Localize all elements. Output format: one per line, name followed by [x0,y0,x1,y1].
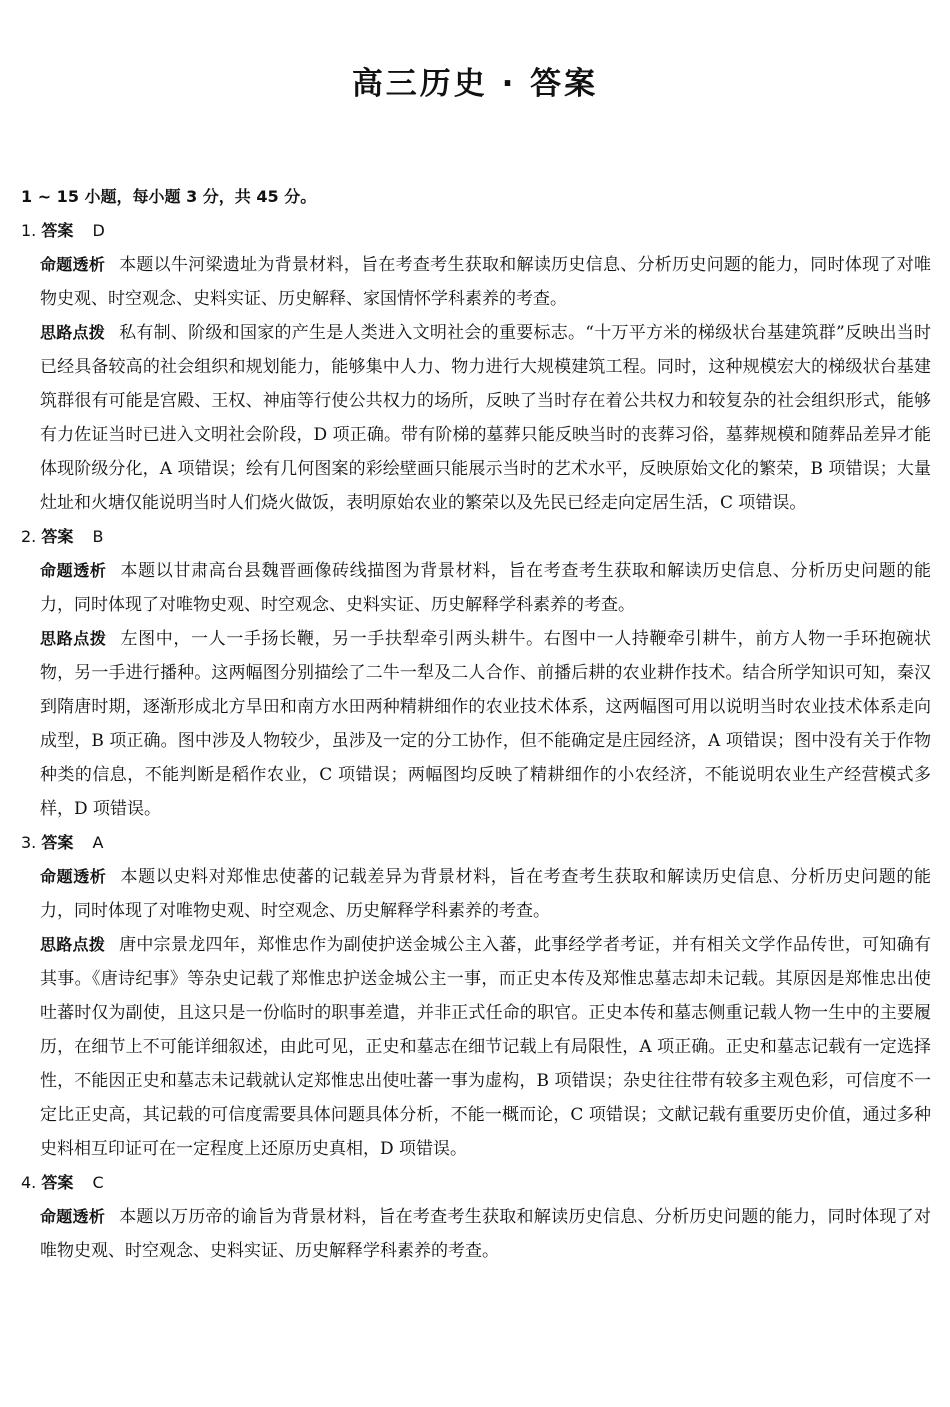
analysis-label: 命题透析 [40,561,107,580]
hint-paragraph [21,316,931,520]
answer-choice: A [92,833,104,852]
question-block [21,1166,931,1268]
analysis-text: 本题以牛河梁遗址为背景材料，旨在考查考生获取和解读历史信息、分析历史问题的能力，同时体现了对唯物史观、时空观念、史料实证、历史解释、家国情怀学科素养的考查。 [40,255,931,309]
question-number: 1. [21,221,37,240]
answer-label: 答案 [41,527,74,546]
question-number: 2. [21,527,37,546]
hint-paragraph [21,928,931,1166]
answer-content [21,180,931,1268]
question-header [21,1166,931,1200]
analysis-paragraph [21,248,931,316]
answer-choice: D [92,221,105,240]
hint-text: 私有制、阶级和国家的产生是人类进入文明社会的重要标志。“十万平方米的梯级状台基建筑群”反映出当时已经具备较高的社会组织和规划能力，能够集中人力、物力进行大规模建筑工程。同时，这种规模宏大的梯级状台基建筑群很有可能是宫殿、王权、神庙等行使公共权力的场所，反映了当时存在着公共权力和较复杂的社会组织形式，能够有力佐证当时已进入文明社会阶段，D 项正确。带有阶梯的墓葬只能反映当时的丧葬习俗，墓葬规模和随葬品差异才能体现阶级分化，A 项错误；绘有几何图案的彩绘壁画只能展示当时的艺术水平，反映原始文化的繁荣，B 项错误；大量灶址和火塘仅能说明当时人们烧火做饭，表明原始农业的繁荣以及先民已经走向定居生活，C 项错误。 [40,323,931,513]
page-title: 高三历史 · 答案 [351,66,599,102]
analysis-label: 命题透析 [40,255,106,274]
question-number: 4. [21,1173,37,1192]
analysis-paragraph [21,554,931,622]
answer-choice: C [92,1173,104,1192]
hint-label: 思路点拨 [40,323,106,342]
question-number: 3. [21,833,37,852]
analysis-text: 本题以史料对郑惟忠使蕃的记载差异为背景材料，旨在考查考生获取和解读历史信息、分析历史问题的能力，同时体现了对唯物史观、时空观念、历史解释学科素养的考查。 [40,867,931,921]
hint-paragraph [21,622,931,826]
question-header [21,214,931,248]
hint-text: 唐中宗景龙四年，郑惟忠作为副使护送金城公主入蕃，此事经学者考证，并有相关文学作品传世，可知确有其事。《唐诗纪事》等杂史记载了郑惟忠护送金城公主一事，而正史本传及郑惟忠墓志却未记载。其原因是郑惟忠出使吐蕃时仅为副使，且这只是一份临时的职事差遣，并非正式任命的职官。正史本传和墓志侧重记载人物一生中的主要履历，在细节上不可能详细叙述，由此可见，正史和墓志在细节记载上有局限性，A 项正确。正史和墓志记载有一定选择性，不能因正史和墓志未记载就认定郑惟忠出使吐蕃一事为虚构，B 项错误；杂史往往带有较多主观色彩，可信度不一定比正史高，其记载的可信度需要具体问题具体分析，不能一概而论，C 项错误；文献记载有重要历史价值，通过多种史料相互印证可在一定程度上还原历史真相，D 项错误。 [40,935,931,1159]
analysis-text: 本题以甘肃高台县魏晋画像砖线描图为背景材料，旨在考查考生获取和解读历史信息、分析历史问题的能力，同时体现了对唯物史观、时空观念、史料实证、历史解释学科素养的考查。 [40,561,931,615]
analysis-label: 命题透析 [40,867,107,886]
scoring-intro: 1 ~ 15 小题，每小题 3 分，共 45 分。 [21,187,317,206]
hint-text: 左图中，一人一手扬长鞭，另一手扶犁牵引两头耕牛。右图中一人持鞭牵引耕牛，前方人物一手环抱碗状物，另一手进行播种。这两幅图分别描绘了二牛一犁及二人合作、前播后耕的农业耕作技术。结合所学知识可知，秦汉到隋唐时期，逐渐形成北方旱田和南方水田两种精耕细作的农业技术体系，这两幅图可用以说明当时农业技术体系走向成型，B 项正确。图中涉及人物较少，虽涉及一定的分工协作，但不能确定是庄园经济，A 项错误；图中没有关于作物种类的信息，不能判断是稻作农业，C 项错误；两幅图均反映了精耕细作的小农经济，不能说明农业生产经营模式多样，D 项错误。 [40,629,931,819]
question-block [21,520,931,826]
answer-label: 答案 [41,221,74,240]
question-header [21,826,931,860]
analysis-paragraph [21,860,931,928]
analysis-label: 命题透析 [40,1207,106,1226]
question-block [21,826,931,1166]
question-header [21,520,931,554]
analysis-paragraph [21,1200,931,1268]
answer-choice: B [92,527,104,546]
answer-label: 答案 [41,833,74,852]
hint-label: 思路点拨 [40,935,106,954]
analysis-text: 本题以万历帝的谕旨为背景材料，旨在考查考生获取和解读历史信息、分析历史问题的能力，同时体现了对唯物史观、时空观念、史料实证、历史解释学科素养的考查。 [40,1207,931,1261]
hint-label: 思路点拨 [40,629,107,648]
answer-label: 答案 [41,1173,74,1192]
question-block [21,214,931,520]
